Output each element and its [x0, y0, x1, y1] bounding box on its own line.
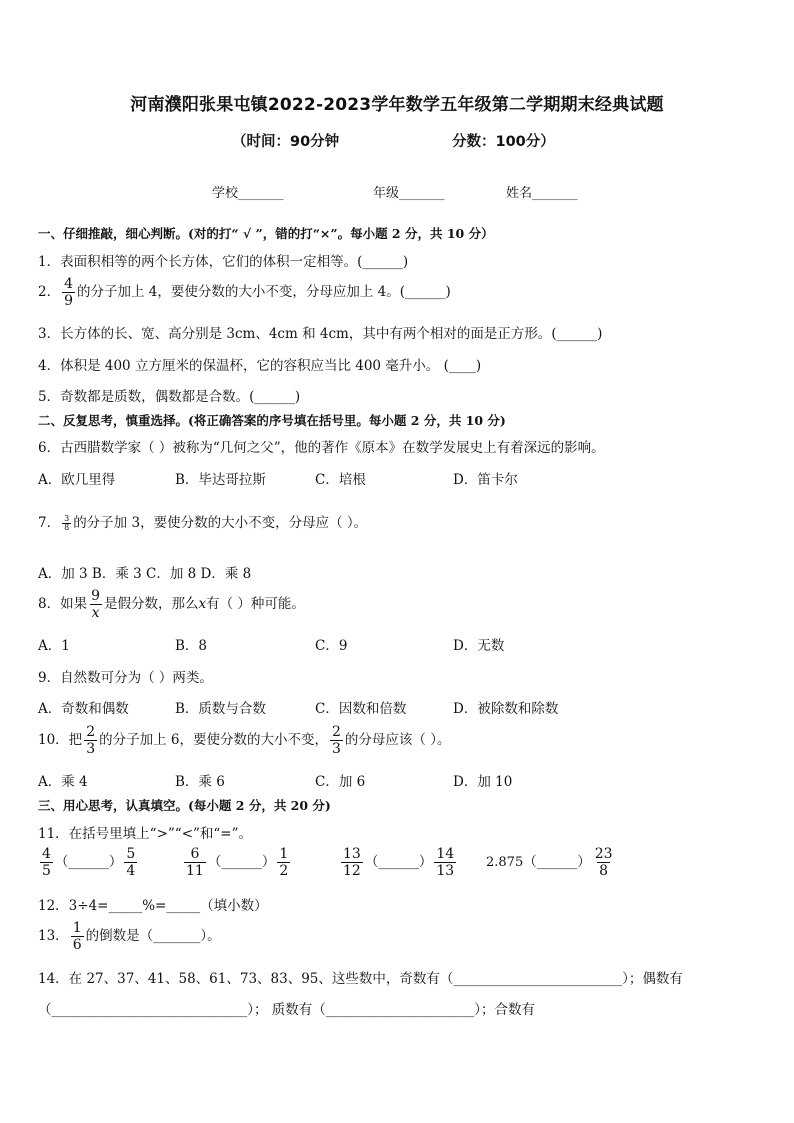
question-11: 11．在括号里填上“>”“<”和“=”。 [38, 826, 253, 842]
q6-option-c: C．培根 [315, 472, 366, 488]
q10-fraction [84, 724, 97, 757]
q11-item-4 [486, 846, 617, 879]
q7-text: 的分子加 3，要使分数的大小不变，分母应（ ）。 [73, 515, 368, 531]
question-7 [38, 511, 367, 532]
q13-text: 的倒数是（_______）。 [85, 928, 221, 944]
q2-number: 2． [38, 284, 61, 300]
question-5: 5．奇数都是质数，偶数都是合数。(______) [38, 389, 301, 405]
q13-fraction [71, 920, 84, 953]
q6-option-b: B．毕达哥拉斯 [175, 472, 266, 488]
q11-2-left-fraction [184, 846, 206, 879]
q6-option-a: A．欧几里得 [38, 472, 116, 488]
q8-denominator: x [91, 605, 100, 621]
q8-option-c: C．9 [315, 638, 348, 654]
q11-4-right-den: 8 [599, 863, 609, 879]
q9-option-a: A．奇数和偶数 [38, 701, 129, 717]
section1-heading: 一、仔细推敲，细心判断。(对的打“ √ ”，错的打“×”。每小题 2 分，共 10 分） [38, 226, 494, 241]
question-9: 9．自然数可分为（ ）两类。 [38, 670, 213, 686]
q11-1-blank[interactable]: （______） [54, 854, 123, 870]
q9-option-c: C．因数和倍数 [315, 701, 407, 717]
q8-middle: 是假分数，那么 [104, 596, 199, 612]
q11-1-left-den: 5 [42, 863, 51, 879]
q11-2-right-fraction [277, 846, 290, 879]
q10-option-a: A．乘 4 [38, 774, 88, 790]
section2-heading: 二、反复思考，慎重选择。(将正确答案的序号填在括号里。每小题 2 分，共 10 分) [38, 413, 506, 428]
q8-numerator: 9 [91, 588, 101, 604]
question-1: 1．表面积相等的两个长方体，它们的体积一定相等。(______) [38, 254, 409, 270]
q11-4-right-num: 23 [594, 846, 613, 862]
question-8 [38, 588, 305, 621]
q6-option-d: D．笛卡尔 [453, 472, 518, 488]
q11-2-left-den: 11 [186, 863, 204, 879]
question-14-line-1: 14．在 27、37、41、58、61、73、83、95、这些数中，奇数有（_________________________）；偶数有 [38, 971, 683, 987]
q11-2-right-num: 1 [279, 846, 289, 862]
q8-option-d: D．无数 [453, 638, 505, 654]
q9-option-d: D．被除数和除数 [453, 701, 559, 717]
q13-number: 13． [38, 928, 69, 944]
exam-score: 分数：100分） [452, 134, 555, 150]
q7-denominator: 8 [64, 523, 70, 532]
question-14-line-2: （_____________________________）； 质数有（______________________）；合数有 [38, 1002, 536, 1018]
question-4: 4．体积是 400 立方厘米的保温杯，它的容积应当比 400 毫升小。 (____) [38, 358, 482, 374]
q11-4-right-fraction [593, 846, 615, 879]
question-13 [38, 920, 221, 953]
q11-2-blank[interactable]: （______） [207, 854, 276, 870]
grade-field[interactable]: 年级_______ [373, 186, 445, 201]
q10-numerator-2: 2 [332, 724, 341, 740]
question-12: 12．3÷4=_____%=_____（填小数） [38, 898, 268, 914]
q8-fraction [89, 588, 102, 621]
q11-3-right-fraction [434, 846, 456, 879]
question-3: 3．长方体的长、宽、高分别是 3cm、4cm 和 4cm，其中有两个相对的面是正方形。(______) [38, 326, 603, 342]
q10-option-d: D．加 10 [453, 774, 513, 790]
q7-numerator: 3 [64, 514, 70, 523]
q8-option-a: A．1 [38, 638, 70, 654]
q2-text: 的分子加上 4，要使分数的大小不变，分母应加上 4。(______) [77, 284, 451, 300]
q10-fraction-2 [330, 724, 343, 757]
q11-1-right-fraction [124, 846, 137, 879]
q7-options: A．加 3 B．乘 3 C．加 8 D．乘 8 [38, 566, 252, 582]
q2-fraction [62, 276, 75, 309]
q10-middle: 的分子加上 6，要使分数的大小不变， [99, 732, 328, 748]
q11-1-right-den: 4 [126, 863, 136, 879]
q11-item-1 [38, 846, 139, 879]
q8-variable: x [198, 596, 207, 612]
q11-item-3 [339, 846, 458, 879]
q8-suffix: 有（ ）种可能。 [206, 596, 305, 612]
page-title: 河南濮阳张果屯镇2022-2023学年数学五年级第二学期期末经典试题 [130, 95, 664, 115]
q11-4-left-decimal: 2.875 [486, 855, 524, 870]
section3-heading: 三、用心思考，认真填空。(每小题 2 分，共 20 分) [38, 798, 331, 813]
q8-option-b: B．8 [175, 638, 208, 654]
q10-numerator: 2 [86, 724, 96, 740]
q11-3-blank[interactable]: （______） [364, 854, 433, 870]
q7-number: 7． [38, 515, 61, 531]
q9-option-b: B．质数与合数 [175, 701, 266, 717]
q11-1-left-num: 4 [42, 846, 51, 862]
school-field[interactable]: 学校_______ [212, 186, 284, 201]
q11-3-right-num: 14 [436, 846, 455, 862]
q10-denominator-2: 3 [332, 741, 341, 757]
q11-3-right-den: 13 [436, 863, 455, 879]
q2-denominator: 9 [64, 293, 74, 309]
q7-fraction [62, 515, 71, 532]
question-2 [38, 276, 451, 309]
name-field[interactable]: 姓名_______ [506, 186, 578, 201]
q10-option-b: B．乘 6 [175, 774, 225, 790]
q8-prefix: 8．如果 [38, 596, 88, 612]
question-10 [38, 724, 450, 757]
exam-time: （时间：90分钟 [232, 134, 340, 150]
question-6: 6．古西腊数学家（ ）被称为“几何之父”，他的著作《原本》在数学发展史上有着深远的影响。 [38, 440, 605, 456]
q2-numerator: 4 [64, 276, 74, 292]
q11-1-right-num: 5 [126, 846, 136, 862]
q11-3-left-den: 12 [343, 863, 361, 879]
q11-1-left-fraction [40, 846, 53, 879]
q11-2-left-num: 6 [190, 846, 200, 862]
q11-4-blank[interactable]: （______） [523, 854, 591, 870]
q10-suffix: 的分母应该（ ）。 [344, 732, 451, 748]
q11-2-right-den: 2 [279, 863, 289, 879]
q11-3-left-fraction [341, 846, 363, 879]
q10-denominator: 3 [86, 741, 96, 757]
q10-option-c: C．加 6 [315, 774, 366, 790]
q11-3-left-num: 13 [343, 846, 361, 862]
q13-denominator: 6 [72, 937, 82, 953]
q13-numerator: 1 [72, 920, 82, 936]
q10-prefix: 10．把 [38, 732, 83, 748]
q11-item-2 [182, 846, 292, 879]
